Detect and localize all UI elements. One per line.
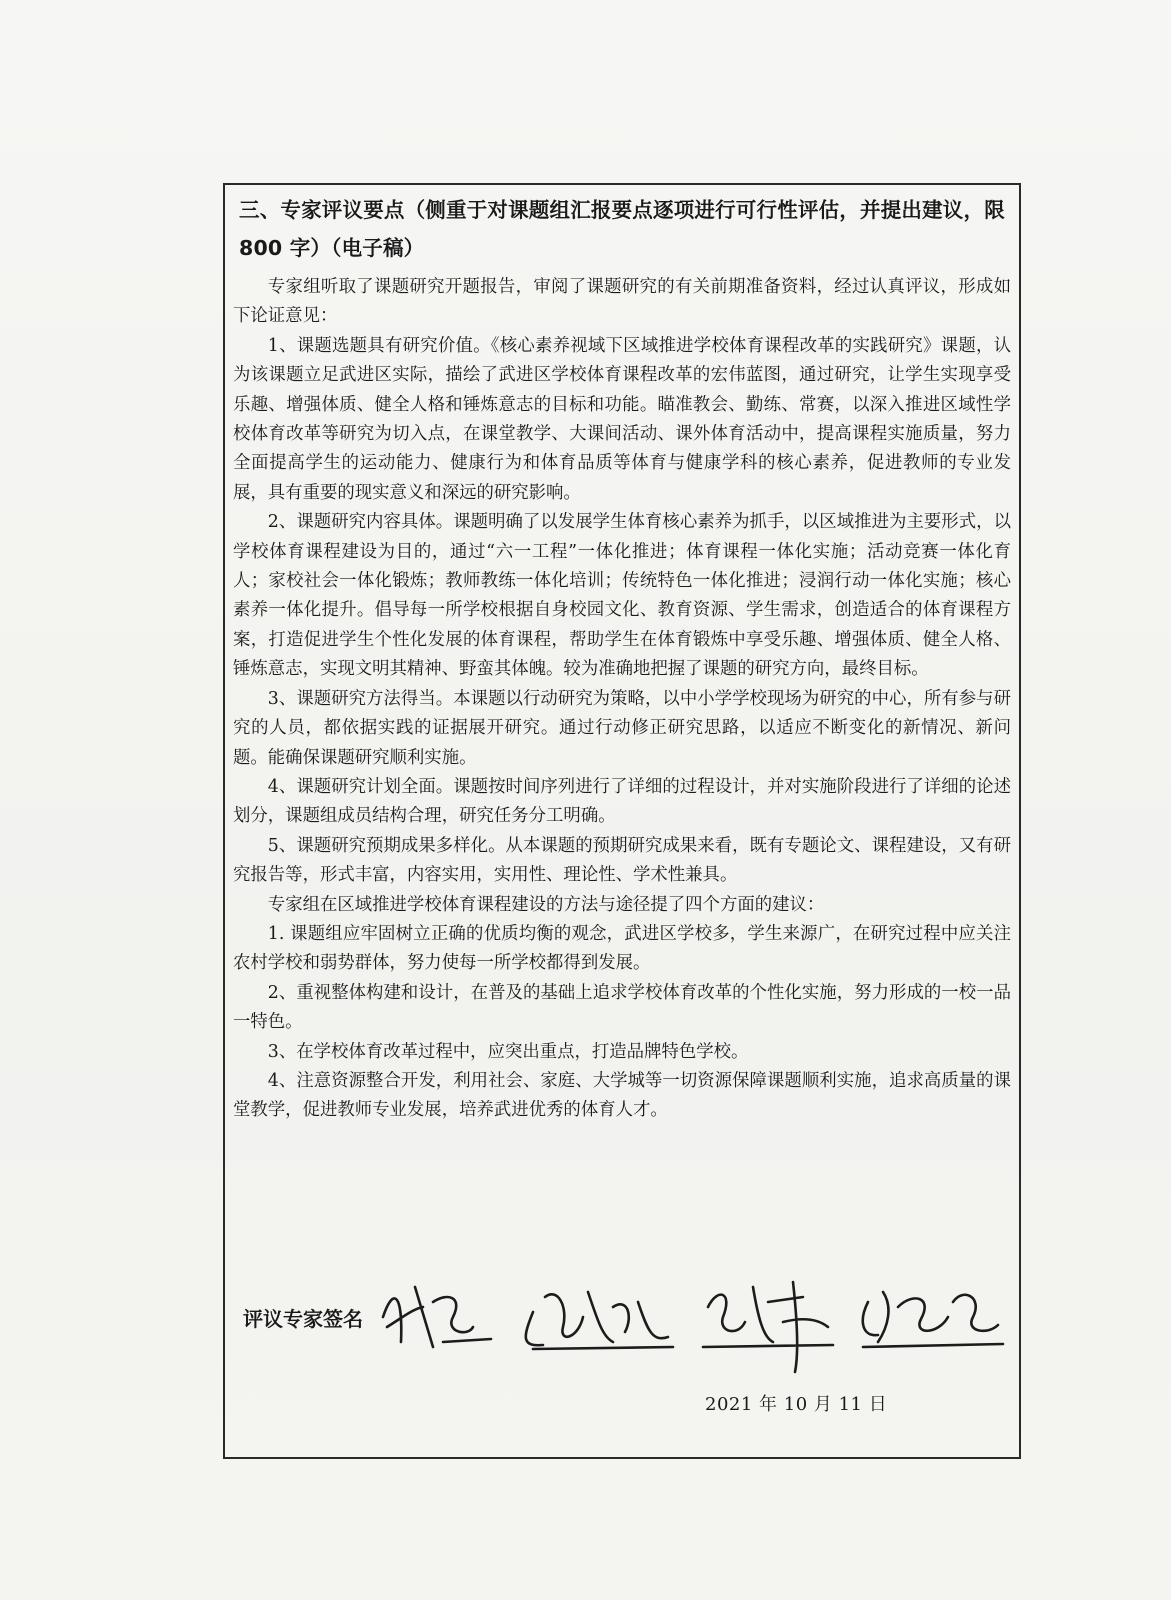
suggestion-paragraph-2: 2、重视整体构建和设计，在普及的基础上追求学校体育改革的个性化实施，努力形成的一校一品一特色。: [233, 982, 1011, 1033]
signature-3: [703, 1282, 833, 1372]
handwritten-signatures: [373, 1247, 1013, 1377]
review-body: [233, 273, 1011, 1126]
signature-1: [383, 1287, 491, 1347]
sign-date: 2021 年 10 月 11 日: [705, 1394, 888, 1415]
signature-row: [243, 1277, 1013, 1357]
suggestion-paragraph-4: 4、注意资源整合开发，利用社会、家庭、大学城等一切资源保障课题顺利实施，追求高质量的课堂教学，促进教师专业发展，培养武进优秀的体育人才。: [233, 1070, 1011, 1121]
review-form-box: [223, 183, 1021, 1459]
signature-2: [526, 1292, 673, 1349]
opinion-paragraph-1: 1、课题选题具有研究价值。《核心素养视域下区域推进学校体育课程改革的实践研究》课题，认为该课题立足武进区实际，描绘了武进区学校体育课程改革的宏伟蓝图，通过研究，让学生实现享受乐趣、增强体质、健全人格和锤炼意志的目标和功能。瞄准教会、勤练、常赛，以深入推进区域性学校体育改革等研究为切入点，在课堂教学、大课间活动、课外体育活动中，提高课程实施质量，努力全面提高学生的运动能力、健康行为和体育品质等体育与健康学科的核心素养，促进教师的专业发展，具有重要的现实意义和深远的研究影响。: [233, 335, 1011, 503]
opinion-paragraph-2: 2、课题研究内容具体。课题明确了以发展学生体育核心素养为抓手，以区域推进为主要形式，以学校体育课程建设为目的，通过“六一工程”一体化推进；体育课程一体化实施；活动竞赛一体化育人；家校社会一体化锻炼；教师教练一体化培训；传统特色一体化推进；浸润行动一体化实施；核心素养一体化提升。倡导每一所学校根据自身校园文化、教育资源、学生需求，创造适合的体育课程方案，打造促进学生个性化发展的体育课程，帮助学生在体育锻炼中享受乐趣、增强体质、健全人格、锤炼意志，实现文明其精神、野蛮其体魄。较为准确地把握了课题的研究方向，最终目标。: [233, 512, 1011, 680]
opinion-paragraph-4: 4、课题研究计划全面。课题按时间序列进行了详细的过程设计，并对实施阶段进行了详细的论述划分，课题组成员结构合理，研究任务分工明确。: [233, 776, 1011, 827]
intro-paragraph: 专家组听取了课题研究开题报告，审阅了课题研究的有关前期准备资料，经过认真评议，形成如下论证意见：: [233, 277, 1011, 327]
suggestions-intro: 专家组在区域推进学校体育课程建设的方法与途径提了四个方面的建议：: [267, 894, 825, 915]
opinion-paragraph-3: 3、课题研究方法得当。本课题以行动研究为策略，以中小学学校现场为研究的中心，所有参与研究的人员，都依据实践的证据展开研究。通过行动修正研究思路，以适应不断变化的新情况、新问题。能确保课题研究顺利实施。: [233, 688, 1011, 768]
section-title: 三、专家评议要点（侧重于对课题组汇报要点逐项进行可行性评估，并提出建议，限 800 字）（电子稿）: [239, 198, 1005, 260]
suggestion-paragraph-3: 3、在学校体育改革过程中，应突出重点，打造品牌特色学校。: [267, 1041, 749, 1062]
opinion-paragraph-5: 5、课题研究预期成果多样化。从本课题的预期研究成果来看，既有专题论文、课程建设，又有研究报告等，形式丰富，内容实用，实用性、理论性、学术性兼具。: [233, 835, 1011, 886]
signature-4: [863, 1292, 1003, 1347]
suggestion-paragraph-1: 1. 课题组应牢固树立正确的优质均衡的观念，武进区学校多，学生来源广，在研究过程中应关注农村学校和弱势群体，努力使每一所学校都得到发展。: [233, 923, 1011, 974]
signature-label: 评议专家签名: [243, 1307, 363, 1331]
